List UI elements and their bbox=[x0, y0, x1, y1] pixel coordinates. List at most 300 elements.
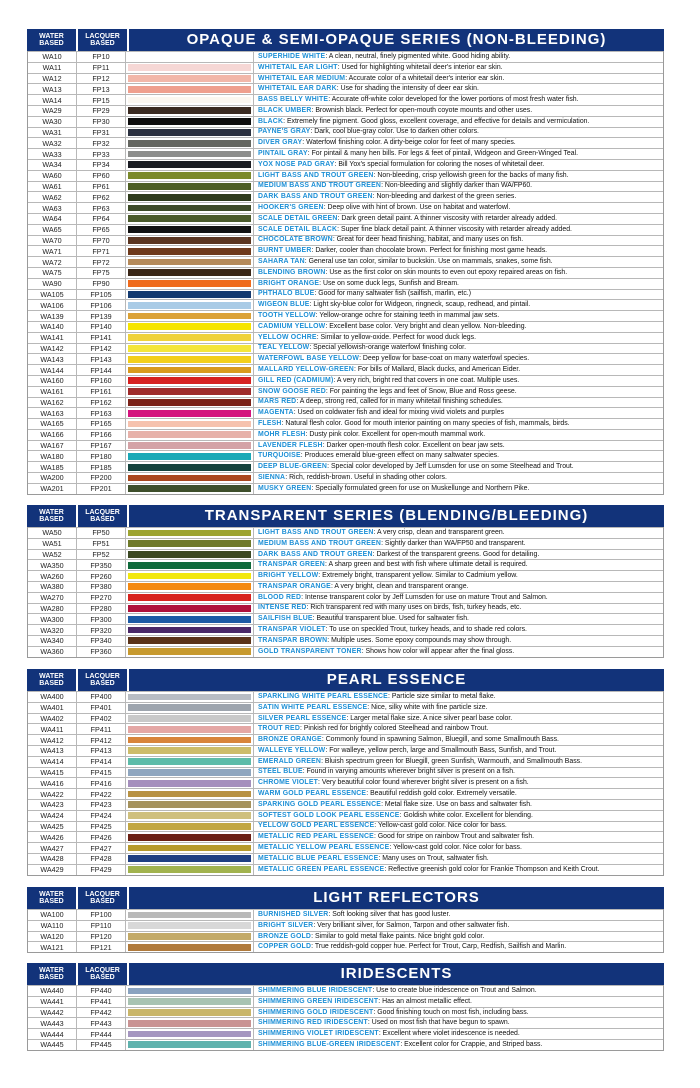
color-swatch bbox=[128, 694, 251, 701]
color-swatch bbox=[128, 129, 251, 136]
water-based-code: WA30 bbox=[28, 117, 77, 127]
table-row bbox=[28, 842, 663, 853]
table-row bbox=[28, 116, 663, 127]
water-based-code: WA201 bbox=[28, 484, 77, 494]
water-based-code: WA63 bbox=[28, 203, 77, 213]
swatch-cell bbox=[126, 692, 254, 702]
color-description bbox=[254, 528, 663, 538]
table-row bbox=[28, 592, 663, 603]
water-based-code: WA427 bbox=[28, 843, 77, 853]
color-name: SHIMMERING BLUE-GREEN IRIDESCENT bbox=[258, 1040, 401, 1048]
color-description bbox=[254, 171, 663, 181]
table-row bbox=[28, 1028, 663, 1039]
color-usage: : Special yellowish-orange waterfowl finishing color. bbox=[309, 344, 466, 352]
color-swatch bbox=[128, 769, 251, 776]
water-based-code: WA162 bbox=[28, 398, 77, 408]
color-name: BASS BELLY WHITE bbox=[258, 96, 329, 104]
water-based-code: WA120 bbox=[28, 932, 77, 942]
swatch-cell bbox=[126, 789, 254, 799]
section-2 bbox=[27, 505, 664, 658]
water-based-code: WA105 bbox=[28, 290, 77, 300]
color-name: BRONZE ORANGE bbox=[258, 736, 322, 744]
water-based-code: WA65 bbox=[28, 225, 77, 235]
color-description bbox=[254, 95, 663, 105]
water-based-code: WA100 bbox=[28, 910, 77, 920]
water-based-code: WA414 bbox=[28, 757, 77, 767]
lacquer-based-code: FP65 bbox=[77, 225, 126, 235]
swatch-cell bbox=[126, 376, 254, 386]
color-swatch bbox=[128, 780, 251, 787]
swatch-cell bbox=[126, 182, 254, 192]
table-row bbox=[28, 170, 663, 181]
swatch-cell bbox=[126, 647, 254, 657]
color-swatch bbox=[128, 269, 251, 276]
swatch-cell bbox=[126, 582, 254, 592]
color-usage: : True reddish-gold copper hue. Perfect for Trout, Carp, Redfish, Sailfish and Marlin. bbox=[311, 943, 567, 951]
table-row bbox=[28, 909, 663, 920]
color-table bbox=[27, 691, 664, 876]
color-swatch bbox=[128, 259, 251, 266]
color-name: DEEP BLUE-GREEN bbox=[258, 463, 328, 471]
lacquer-based-code: FP62 bbox=[77, 192, 126, 202]
water-based-code: WA440 bbox=[28, 986, 77, 996]
swatch-cell bbox=[126, 942, 254, 952]
swatch-cell bbox=[126, 1029, 254, 1039]
swatch-cell bbox=[126, 236, 254, 246]
water-based-code: WA444 bbox=[28, 1029, 77, 1039]
lacquer-based-code: FP280 bbox=[77, 604, 126, 614]
table-row bbox=[28, 603, 663, 614]
color-swatch bbox=[128, 791, 251, 798]
water-based-code: WA33 bbox=[28, 149, 77, 159]
lacquer-based-code: FP64 bbox=[77, 214, 126, 224]
table-row bbox=[28, 767, 663, 778]
color-name: METALLIC GREEN PEARL ESSENCE bbox=[258, 865, 385, 873]
lacquer-based-code: FP426 bbox=[77, 832, 126, 842]
lacquer-based-code: FP144 bbox=[77, 365, 126, 375]
color-name: EMERALD GREEN bbox=[258, 757, 322, 765]
swatch-cell bbox=[126, 636, 254, 646]
color-description bbox=[254, 757, 663, 767]
color-description bbox=[254, 843, 663, 853]
lacquer-based-line2: BASED bbox=[90, 898, 115, 905]
color-table bbox=[27, 985, 664, 1051]
table-row bbox=[28, 799, 663, 810]
swatch-cell bbox=[126, 354, 254, 364]
table-row bbox=[28, 570, 663, 581]
table-row bbox=[28, 549, 663, 560]
table-row bbox=[28, 364, 663, 375]
water-based-code: WA143 bbox=[28, 354, 77, 364]
swatch-cell bbox=[126, 854, 254, 864]
color-usage: : Excellent where violet iridescence is needed. bbox=[378, 1030, 520, 1038]
lacquer-based-header bbox=[78, 887, 127, 909]
water-based-code: WA442 bbox=[28, 1008, 77, 1018]
water-based-code: WA413 bbox=[28, 746, 77, 756]
water-based-code: WA300 bbox=[28, 614, 77, 624]
table-row bbox=[28, 386, 663, 397]
color-name: BLACK UMBER bbox=[258, 106, 312, 114]
water-based-code: WA64 bbox=[28, 214, 77, 224]
lacquer-based-code: FP71 bbox=[77, 246, 126, 256]
water-based-code: WA12 bbox=[28, 74, 77, 84]
water-based-line1: WATER bbox=[39, 32, 64, 40]
water-based-code: WA161 bbox=[28, 387, 77, 397]
color-description bbox=[254, 451, 663, 461]
color-usage: : Very beautiful color found wherever bright silver is present on a fish. bbox=[318, 779, 529, 787]
table-row bbox=[28, 73, 663, 84]
water-based-code: WA320 bbox=[28, 625, 77, 635]
lacquer-based-code: FP427 bbox=[77, 843, 126, 853]
color-swatch bbox=[128, 562, 251, 569]
color-name: WHITETAIL EAR DARK bbox=[258, 85, 337, 93]
color-description bbox=[254, 160, 663, 170]
table-row bbox=[28, 538, 663, 549]
color-usage: : Accurate color of a whitetail deer's interior ear skin. bbox=[345, 74, 505, 82]
lacquer-based-code: FP50 bbox=[77, 528, 126, 538]
color-usage: : Deep yellow for base-coat on many waterfowl species. bbox=[359, 355, 530, 363]
color-usage: : Produces emerald blue-green effect on many saltwater species. bbox=[300, 452, 500, 460]
color-description bbox=[254, 539, 663, 549]
lacquer-based-code: FP160 bbox=[77, 376, 126, 386]
color-swatch bbox=[128, 998, 251, 1005]
color-usage: : Use for shading the intensity of deer ear skin. bbox=[336, 85, 479, 93]
water-based-code: WA50 bbox=[28, 528, 77, 538]
color-usage: : Non-bleeding, crisp yellowish green for the backs of many fish. bbox=[373, 171, 569, 179]
color-swatch bbox=[128, 107, 251, 114]
color-swatch bbox=[128, 1020, 251, 1027]
water-based-code: WA14 bbox=[28, 95, 77, 105]
water-based-line2: BASED bbox=[39, 40, 64, 47]
lacquer-based-line1: LACQUER bbox=[85, 890, 120, 898]
swatch-cell bbox=[126, 932, 254, 942]
color-description bbox=[254, 214, 663, 224]
water-based-line2: BASED bbox=[39, 516, 64, 523]
lacquer-based-code: FP424 bbox=[77, 811, 126, 821]
water-based-header bbox=[27, 29, 76, 51]
lacquer-based-code: FP444 bbox=[77, 1029, 126, 1039]
water-based-code: WA411 bbox=[28, 724, 77, 734]
table-row bbox=[28, 745, 663, 756]
table-row bbox=[28, 137, 663, 148]
water-based-code: WA90 bbox=[28, 279, 77, 289]
table-row bbox=[28, 267, 663, 278]
water-based-code: WA380 bbox=[28, 582, 77, 592]
lacquer-based-code: FP121 bbox=[77, 942, 126, 952]
color-description bbox=[254, 268, 663, 278]
swatch-cell bbox=[126, 571, 254, 581]
table-row bbox=[28, 127, 663, 138]
section-1 bbox=[27, 29, 664, 495]
swatch-cell bbox=[126, 921, 254, 931]
color-name: CHROME VIOLET bbox=[258, 779, 319, 787]
color-description bbox=[254, 724, 663, 734]
table-row bbox=[28, 920, 663, 931]
color-description bbox=[254, 74, 663, 84]
swatch-cell bbox=[126, 593, 254, 603]
color-swatch bbox=[128, 855, 251, 862]
color-swatch bbox=[128, 933, 251, 940]
section-header bbox=[27, 29, 664, 51]
lacquer-based-code: FP106 bbox=[77, 300, 126, 310]
color-name: DARK BASS AND TROUT GREEN bbox=[258, 193, 373, 201]
lacquer-based-code: FP423 bbox=[77, 800, 126, 810]
swatch-cell bbox=[126, 560, 254, 570]
color-swatch bbox=[128, 1031, 251, 1038]
color-swatch bbox=[128, 453, 251, 460]
color-description bbox=[254, 138, 663, 148]
color-description bbox=[254, 800, 663, 810]
table-row bbox=[28, 375, 663, 386]
water-based-code: WA426 bbox=[28, 832, 77, 842]
table-row bbox=[28, 299, 663, 310]
section-header bbox=[27, 505, 664, 527]
water-based-code: WA166 bbox=[28, 430, 77, 440]
color-name: LIGHT BASS AND TROUT GREEN bbox=[258, 171, 374, 179]
lacquer-based-line2: BASED bbox=[90, 40, 115, 47]
lacquer-based-code: FP143 bbox=[77, 354, 126, 364]
color-name: DIVER GRAY bbox=[258, 139, 303, 147]
color-usage: : Super fine black detail paint. A thinner viscosity with retarder already added. bbox=[337, 225, 572, 233]
color-usage: : Accurate off-white color developed for the lower portions of most fresh water fish. bbox=[328, 96, 579, 104]
table-row bbox=[28, 613, 663, 624]
swatch-cell bbox=[126, 811, 254, 821]
water-based-line2: BASED bbox=[39, 898, 64, 905]
color-swatch bbox=[128, 172, 251, 179]
table-row bbox=[28, 788, 663, 799]
swatch-cell bbox=[126, 171, 254, 181]
color-swatch bbox=[128, 237, 251, 244]
water-based-code: WA401 bbox=[28, 703, 77, 713]
color-swatch bbox=[128, 616, 251, 623]
color-swatch bbox=[128, 627, 251, 634]
swatch-cell bbox=[126, 387, 254, 397]
color-usage: : Yellow-cast gold color. Nice color for bass. bbox=[389, 844, 522, 852]
color-usage: : Similar to yellow-oxide. Perfect for wood duck legs. bbox=[316, 333, 477, 341]
color-description bbox=[254, 84, 663, 94]
color-swatch bbox=[128, 388, 251, 395]
table-row bbox=[28, 646, 663, 657]
color-name: TROUT RED bbox=[258, 725, 300, 733]
color-usage: : Used for highlighting whitetail deer's interior ear skin. bbox=[337, 63, 503, 71]
swatch-cell bbox=[126, 128, 254, 138]
lacquer-based-code: FP441 bbox=[77, 997, 126, 1007]
table-row bbox=[28, 853, 663, 864]
color-description bbox=[254, 636, 663, 646]
table-row bbox=[28, 105, 663, 116]
color-swatch bbox=[128, 367, 251, 374]
swatch-cell bbox=[126, 800, 254, 810]
swatch-cell bbox=[126, 735, 254, 745]
color-usage: : Bill Yox's special formulation for coloring the noses of whitetail deer. bbox=[334, 160, 545, 168]
lacquer-based-code: FP32 bbox=[77, 138, 126, 148]
lacquer-based-code: FP360 bbox=[77, 647, 126, 657]
color-swatch bbox=[128, 140, 251, 147]
color-swatch bbox=[128, 485, 251, 492]
lacquer-based-code: FP401 bbox=[77, 703, 126, 713]
color-name: WALLEYE YELLOW bbox=[258, 746, 326, 754]
lacquer-based-code: FP429 bbox=[77, 865, 126, 875]
section-title: OPAQUE & SEMI-OPAQUE SERIES (NON-BLEEDING) bbox=[129, 29, 664, 51]
swatch-cell bbox=[126, 539, 254, 549]
water-based-code: WA185 bbox=[28, 462, 77, 472]
color-usage: : Special color developed by Jeff Lumsden for use on some Steelhead and Trout. bbox=[327, 463, 574, 471]
table-row bbox=[28, 332, 663, 343]
color-name: MUSKY GREEN bbox=[258, 484, 312, 492]
color-swatch bbox=[128, 605, 251, 612]
water-based-line1: WATER bbox=[39, 966, 64, 974]
color-swatch bbox=[128, 280, 251, 287]
water-based-code: WA71 bbox=[28, 246, 77, 256]
lacquer-based-code: FP425 bbox=[77, 822, 126, 832]
color-name: SHIMMERING BLUE IRIDESCENT bbox=[258, 986, 373, 994]
swatch-cell bbox=[126, 778, 254, 788]
color-usage: : Excellent base color. Very bright and clean yellow. Non-bleeding. bbox=[325, 322, 527, 330]
lacquer-based-line1: LACQUER bbox=[85, 508, 120, 516]
table-row bbox=[28, 624, 663, 635]
color-swatch bbox=[128, 704, 251, 711]
color-description bbox=[254, 365, 663, 375]
water-based-code: WA140 bbox=[28, 322, 77, 332]
color-name: CHOCOLATE BROWN bbox=[258, 236, 333, 244]
water-based-code: WA70 bbox=[28, 236, 77, 246]
water-based-code: WA75 bbox=[28, 268, 77, 278]
lacquer-based-line1: LACQUER bbox=[85, 672, 120, 680]
water-based-header bbox=[27, 887, 76, 909]
table-row bbox=[28, 702, 663, 713]
water-based-code: WA441 bbox=[28, 997, 77, 1007]
table-row bbox=[28, 83, 663, 94]
lacquer-based-code: FP163 bbox=[77, 408, 126, 418]
color-swatch bbox=[128, 988, 251, 995]
water-based-code: WA422 bbox=[28, 789, 77, 799]
water-based-code: WA139 bbox=[28, 311, 77, 321]
color-usage: : Darker open-mouth flesh color. Excellent on bear jaw sets. bbox=[322, 441, 505, 449]
table-row bbox=[28, 527, 663, 538]
table-row bbox=[28, 429, 663, 440]
color-description bbox=[254, 257, 663, 267]
lacquer-based-code: FP413 bbox=[77, 746, 126, 756]
color-name: MEDIUM BASS AND TROUT GREEN bbox=[258, 539, 382, 547]
color-name: TURQUOISE bbox=[258, 452, 301, 460]
color-table bbox=[27, 909, 664, 953]
color-name: MARS RED bbox=[258, 398, 297, 406]
color-description bbox=[254, 821, 663, 831]
color-description bbox=[254, 397, 663, 407]
color-swatch bbox=[128, 205, 251, 212]
color-usage: : Has an almost metallic effect. bbox=[378, 997, 472, 1005]
water-based-code: WA270 bbox=[28, 593, 77, 603]
color-usage: : Many uses on Trout, saltwater fish. bbox=[378, 854, 489, 862]
water-based-line2: BASED bbox=[39, 680, 64, 687]
color-swatch bbox=[128, 573, 251, 580]
color-usage: : Excellent color for Crappie, and Striped bass. bbox=[400, 1040, 543, 1048]
swatch-cell bbox=[126, 95, 254, 105]
color-description bbox=[254, 419, 663, 429]
color-usage: : Larger metal flake size. A nice silver pearl base color. bbox=[346, 714, 513, 722]
color-description bbox=[254, 625, 663, 635]
lacquer-based-code: FP422 bbox=[77, 789, 126, 799]
color-description bbox=[254, 408, 663, 418]
swatch-cell bbox=[126, 290, 254, 300]
color-name: WHITETAIL EAR LIGHT bbox=[258, 63, 338, 71]
table-row bbox=[28, 713, 663, 724]
color-swatch bbox=[128, 377, 251, 384]
water-based-code: WA11 bbox=[28, 63, 77, 73]
lacquer-based-code: FP442 bbox=[77, 1008, 126, 1018]
color-name: DARK BASS AND TROUT GREEN bbox=[258, 550, 373, 558]
water-based-code: WA412 bbox=[28, 735, 77, 745]
water-based-code: WA32 bbox=[28, 138, 77, 148]
lacquer-based-code: FP180 bbox=[77, 451, 126, 461]
swatch-cell bbox=[126, 84, 254, 94]
lacquer-based-header bbox=[78, 669, 127, 691]
color-usage: : Deep olive with hint of brown. Use on habitat and waterfowl. bbox=[323, 204, 511, 212]
table-row bbox=[28, 1017, 663, 1028]
swatch-cell bbox=[126, 333, 254, 343]
swatch-cell bbox=[126, 408, 254, 418]
color-name: SNOW GOOSE RED bbox=[258, 387, 326, 395]
table-row bbox=[28, 51, 663, 62]
color-name: BRIGHT SILVER bbox=[258, 921, 314, 929]
lacquer-based-code: FP416 bbox=[77, 778, 126, 788]
color-description bbox=[254, 854, 663, 864]
color-usage: : Shows how color will appear after the final gloss. bbox=[361, 647, 515, 655]
color-description bbox=[254, 149, 663, 159]
water-based-code: WA60 bbox=[28, 171, 77, 181]
color-description bbox=[254, 735, 663, 745]
lacquer-based-line1: LACQUER bbox=[85, 966, 120, 974]
lacquer-based-code: FP350 bbox=[77, 560, 126, 570]
swatch-cell bbox=[126, 714, 254, 724]
table-row bbox=[28, 483, 663, 494]
table-row bbox=[28, 62, 663, 73]
section-title: LIGHT REFLECTORS bbox=[129, 887, 664, 909]
color-description bbox=[254, 1040, 663, 1050]
water-based-line1: WATER bbox=[39, 890, 64, 898]
lacquer-based-header bbox=[78, 505, 127, 527]
color-usage: : Metal flake size. Use on bass and saltwater fish. bbox=[381, 800, 532, 808]
color-usage: : Yellow-orange ochre for staining teeth in mammal jaw sets. bbox=[315, 312, 500, 320]
color-description bbox=[254, 300, 663, 310]
color-usage: : A clean, neutral, finely pigmented white. Good hiding ability. bbox=[325, 52, 511, 60]
color-description bbox=[254, 106, 663, 116]
color-swatch bbox=[128, 118, 251, 125]
lacquer-based-code: FP30 bbox=[77, 117, 126, 127]
color-name: STEEL BLUE bbox=[258, 768, 303, 776]
color-usage: : Non-bleeding and slightly darker than WA/FP60. bbox=[381, 182, 533, 190]
water-based-code: WA62 bbox=[28, 192, 77, 202]
color-name: SHIMMERING GREEN IRIDESCENT bbox=[258, 997, 379, 1005]
color-name: CADMIUM YELLOW bbox=[258, 322, 326, 330]
color-swatch bbox=[128, 812, 251, 819]
color-swatch bbox=[128, 726, 251, 733]
table-row bbox=[28, 256, 663, 267]
color-swatch bbox=[128, 583, 251, 590]
color-name: TRANSPAR ORANGE bbox=[258, 582, 331, 590]
color-name: SOFTEST GOLD LOOK PEARL ESSENCE bbox=[258, 811, 400, 819]
section-4 bbox=[27, 887, 664, 953]
swatch-cell bbox=[126, 550, 254, 560]
color-name: TEAL YELLOW bbox=[258, 344, 310, 352]
water-based-header bbox=[27, 505, 76, 527]
table-row bbox=[28, 821, 663, 832]
water-based-code: WA415 bbox=[28, 768, 77, 778]
color-swatch bbox=[128, 1009, 251, 1016]
swatch-cell bbox=[126, 484, 254, 494]
swatch-cell bbox=[126, 1008, 254, 1018]
color-description bbox=[254, 921, 663, 931]
